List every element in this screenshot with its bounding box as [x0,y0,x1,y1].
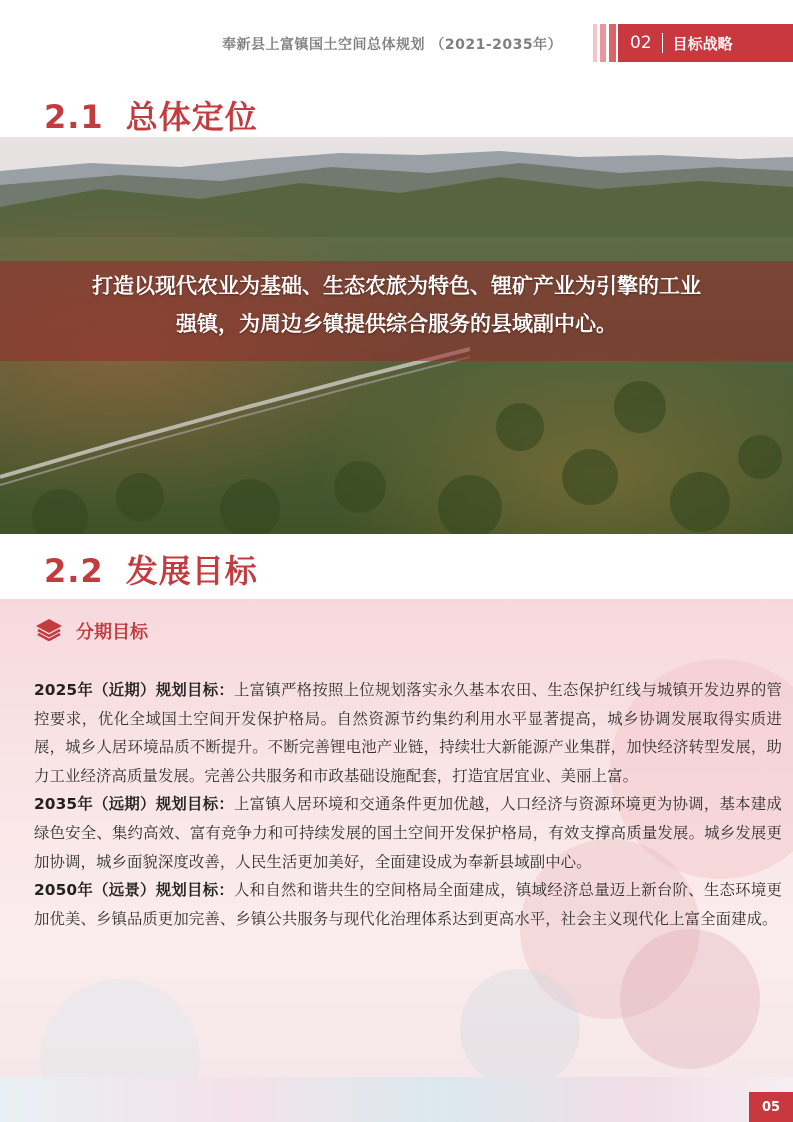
goal-text: 上富镇严格按照上位规划落实永久基本农田、生态保护红线与城镇开发边界的管控要求，优化全域国土空间开发保护格局。自然资源节约集约利用水平显著提高，城乡协调发展取得实质进展，城乡人居环境品质不断提升。不断完善锂电池产业链，持续壮大新能源产业集群，加快经济转型发展，助力工业经济高质量发展。完善公共服务和市政基础设施配套，打造宜居宜业、美丽上富。 [34,681,782,785]
goal-item-2035 [34,790,782,876]
goal-lead: 2025年（近期）规划目标： [34,681,235,699]
document-title: 奉新县上富镇国土空间总体规划 （2021-2035年） [222,37,563,53]
chapter-tab [618,24,793,62]
layers-icon [34,617,64,645]
landscape-photo [0,137,793,534]
page-number: 05 [749,1092,793,1122]
goal-item-2025 [34,676,782,790]
goal-item-2050 [34,876,782,933]
statement-line-2: 强镇，为周边乡镇提供综合服务的县域副中心。 [176,312,617,336]
subheading [34,617,148,645]
section-title-text: 总体定位 [125,98,258,136]
section-title-text: 发展目标 [125,552,258,590]
goal-text: 上富镇人居环境和交通条件更加优越，人口经济与资源环境更为协调，基本建成绿色安全、集约高效、富有竞争力和可持续发展的国土空间开发保护格局，有效支撑高质量发展。城乡发展更加协调，城乡面貌深度改善，人民生活更加美好，全面建设成为奉新县域副中心。 [34,795,782,871]
goal-lead: 2050年（远景）规划目标： [34,881,235,900]
goal-lead: 2035年（远期）规划目标： [34,795,235,814]
statement-line-1: 打造以现代农业为基础、生态农旅为特色、锂矿产业为引擎的工业 [92,274,701,298]
panel-footer-band [0,1077,793,1122]
chapter-number: 02 [630,33,652,53]
chapter-label: 目标战略 [672,34,733,53]
header-stripes [593,24,617,62]
goal-text: 人和自然和谐共生的空间格局全面建成，镇域经济总量迈上新台阶、生态环境更加优美、乡镇品质更加完善、乡镇公共服务与现代化治理体系达到更高水平，社会主义现代化上富全面建成。 [34,881,782,928]
section-number: 2.2 [44,552,104,590]
section-heading-2-2 [44,546,258,592]
section-number: 2.1 [44,98,104,136]
goals-list [34,676,782,933]
positioning-statement [0,267,793,343]
section-heading-2-1 [44,92,258,138]
subheading-label: 分期目标 [76,622,148,643]
chapter-divider [662,33,663,53]
